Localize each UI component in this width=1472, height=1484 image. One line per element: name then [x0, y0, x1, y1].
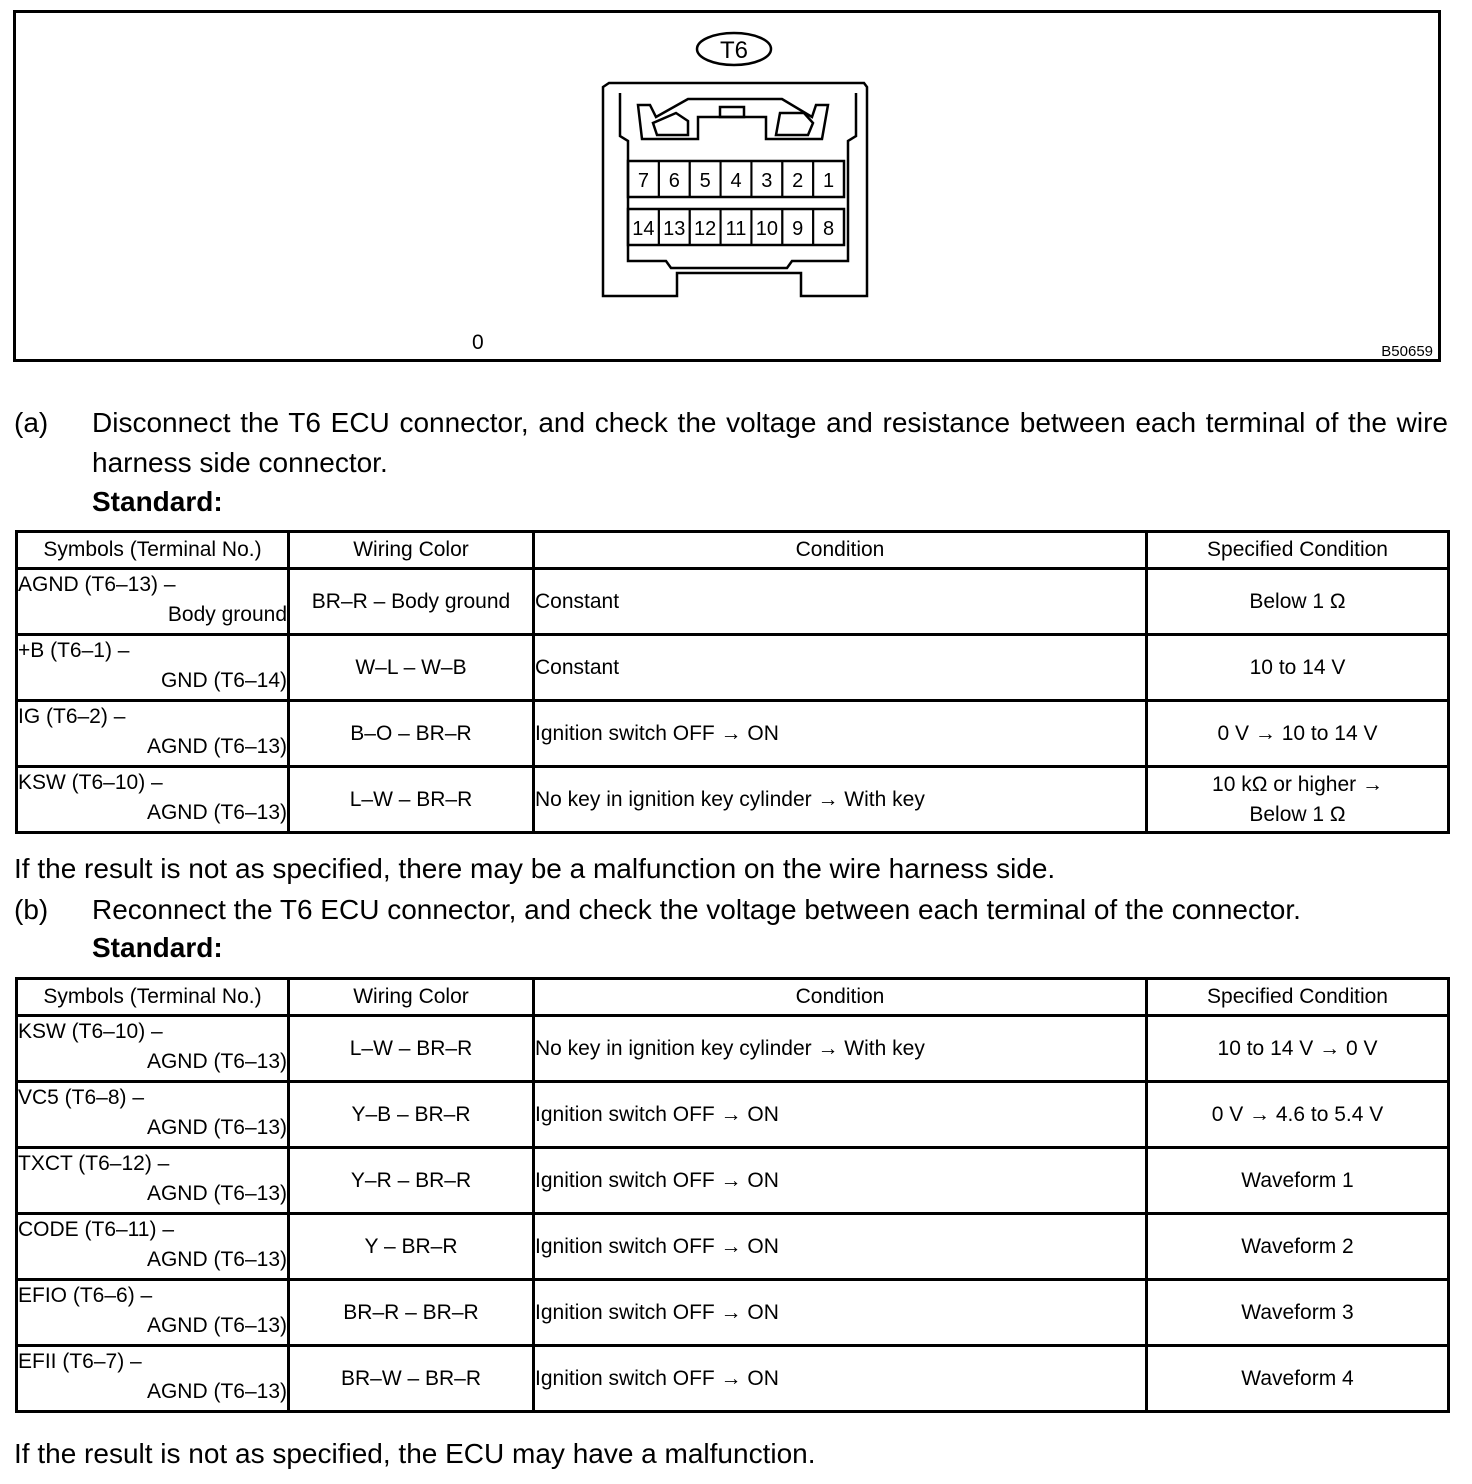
wiring-color: Y – BR–R: [289, 1214, 534, 1280]
step-a-marker: (a): [14, 407, 49, 438]
symbol-line-1: VC5 (T6–8) –: [18, 1086, 145, 1109]
table-row: [17, 1214, 1449, 1280]
symbol-line-2: AGND (T6–13): [146, 801, 287, 824]
table-row: [17, 1280, 1449, 1346]
specified-condition: 10 kΩ or higher →: [1212, 772, 1383, 796]
wiring-color: B–O – BR–R: [289, 701, 534, 767]
pin-number: 3: [761, 170, 773, 192]
symbol-line-1: EFII (T6–7) –: [18, 1350, 142, 1373]
pin-number: 11: [725, 218, 747, 240]
table-row: [17, 569, 1449, 635]
specified-condition: Waveform 2: [1147, 1214, 1449, 1280]
symbol-line-2: AGND (T6–13): [146, 1380, 287, 1403]
step-a: [14, 403, 1448, 483]
table-row: [17, 1346, 1449, 1412]
pin-number: 1: [823, 170, 835, 192]
symbol-line-1: EFIO (T6–6) –: [18, 1284, 153, 1307]
condition: Ignition switch OFF → ON: [534, 1082, 1147, 1148]
symbol-line-1: AGND (T6–13) –: [18, 573, 176, 596]
pin-number: 10: [755, 218, 778, 240]
figure-zero-mark: 0: [472, 331, 484, 354]
symbol-line-2: AGND (T6–13): [146, 1314, 287, 1337]
pin-row-bottom: [628, 209, 844, 245]
wiring-color: BR–R – Body ground: [289, 569, 534, 635]
wiring-color: BR–R – BR–R: [289, 1280, 534, 1346]
condition: Ignition switch OFF → ON: [534, 1280, 1147, 1346]
note-a: If the result is not as specified, there may be a malfunction on the wire harness side.: [14, 853, 1056, 884]
wiring-color: W–L – W–B: [289, 635, 534, 701]
pin-number: 13: [663, 218, 686, 240]
table-row: [17, 635, 1449, 701]
wiring-color: BR–W – BR–R: [289, 1346, 534, 1412]
specified-condition: Waveform 3: [1147, 1280, 1449, 1346]
pin-number: 8: [823, 218, 835, 240]
symbol-line-1: +B (T6–1) –: [18, 639, 130, 662]
pin-number: 6: [668, 170, 680, 192]
table-b-header-row: [17, 979, 1449, 1016]
wiring-color: L–W – BR–R: [289, 1016, 534, 1082]
pin-number: 2: [792, 170, 804, 192]
condition: Ignition switch OFF → ON: [534, 701, 1147, 767]
pin-number: 14: [632, 218, 655, 240]
specified-condition: Below 1 Ω: [1249, 589, 1346, 613]
pin-number: 4: [730, 170, 742, 192]
figure-code: B50659: [1381, 343, 1433, 360]
symbol-line-1: KSW (T6–10) –: [18, 1020, 163, 1043]
wiring-color: Y–B – BR–R: [289, 1082, 534, 1148]
step-b-standard: Standard:: [92, 932, 223, 963]
specified-condition-line-2: Below 1 Ω: [1249, 802, 1346, 826]
pin-number: 5: [699, 170, 711, 192]
condition: Constant: [534, 635, 1147, 701]
table-a: [15, 530, 1450, 834]
step-a-text: Disconnect the T6 ECU connector, and check the voltage and resistance between each terminal of the wire harness side connector.: [92, 407, 1448, 478]
symbol-line-2: AGND (T6–13): [146, 1248, 287, 1271]
header-specified-condition: Specified Condition: [1147, 532, 1449, 569]
symbol-line-2: AGND (T6–13): [146, 1050, 287, 1073]
condition: Ignition switch OFF → ON: [534, 1214, 1147, 1280]
symbol-line-2: AGND (T6–13): [146, 1182, 287, 1205]
step-b-marker: (b): [14, 894, 49, 925]
pin-number: 12: [694, 218, 717, 240]
table-row: [17, 767, 1449, 833]
pin-number: 9: [792, 218, 804, 240]
symbol-line-2: GND (T6–14): [160, 669, 287, 692]
header-specified-condition: Specified Condition: [1147, 979, 1449, 1016]
specified-condition: Waveform 4: [1147, 1346, 1449, 1412]
header-wiring-color: Wiring Color: [289, 979, 534, 1016]
condition: Constant: [534, 569, 1147, 635]
step-b: [14, 890, 1448, 930]
specified-condition: 0 V → 10 to 14 V: [1217, 721, 1378, 745]
specified-condition: Waveform 1: [1147, 1148, 1449, 1214]
pin-number: 7: [637, 170, 649, 192]
table-a-header-row: [17, 532, 1449, 569]
header-wiring-color: Wiring Color: [289, 532, 534, 569]
table-b: [15, 977, 1450, 1413]
specified-condition: 10 to 14 V → 0 V: [1147, 1016, 1449, 1082]
table-row: [17, 1016, 1449, 1082]
header-condition: Condition: [534, 979, 1147, 1016]
condition: No key in ignition key cylinder → With key: [534, 767, 1147, 833]
symbol-line-1: KSW (T6–10) –: [18, 771, 163, 794]
condition: Ignition switch OFF → ON: [534, 1148, 1147, 1214]
symbol-line-1: CODE (T6–11) –: [18, 1218, 174, 1241]
table-row: [17, 701, 1449, 767]
symbol-line-1: IG (T6–2) –: [18, 705, 126, 728]
connector-label: T6: [719, 37, 749, 64]
condition: No key in ignition key cylinder → With key: [534, 1016, 1147, 1082]
header-symbols: Symbols (Terminal No.): [17, 532, 289, 569]
t6-connector-diagram: [16, 13, 1444, 365]
symbol-line-2: AGND (T6–13): [146, 735, 287, 758]
specified-condition: 10 to 14 V: [1249, 655, 1346, 679]
step-b-text: Reconnect the T6 ECU connector, and check the voltage between each terminal of the connector.: [92, 894, 1301, 925]
specified-condition: 0 V → 4.6 to 5.4 V: [1147, 1082, 1449, 1148]
wiring-color: Y–R – BR–R: [289, 1148, 534, 1214]
table-row: [17, 1082, 1449, 1148]
table-row: [17, 1148, 1449, 1214]
step-a-standard: Standard:: [92, 486, 223, 517]
pin-row-top: [628, 161, 844, 197]
symbol-line-1: TXCT (T6–12) –: [18, 1152, 170, 1175]
header-condition: Condition: [534, 532, 1147, 569]
header-symbols: Symbols (Terminal No.): [17, 979, 289, 1016]
symbol-line-2: AGND (T6–13): [146, 1116, 287, 1139]
wiring-color: L–W – BR–R: [289, 767, 534, 833]
condition: Ignition switch OFF → ON: [534, 1346, 1147, 1412]
connector-figure: [13, 10, 1441, 362]
symbol-line-2: Body ground: [167, 603, 287, 626]
note-b: If the result is not as specified, the ECU may have a malfunction.: [14, 1438, 816, 1469]
